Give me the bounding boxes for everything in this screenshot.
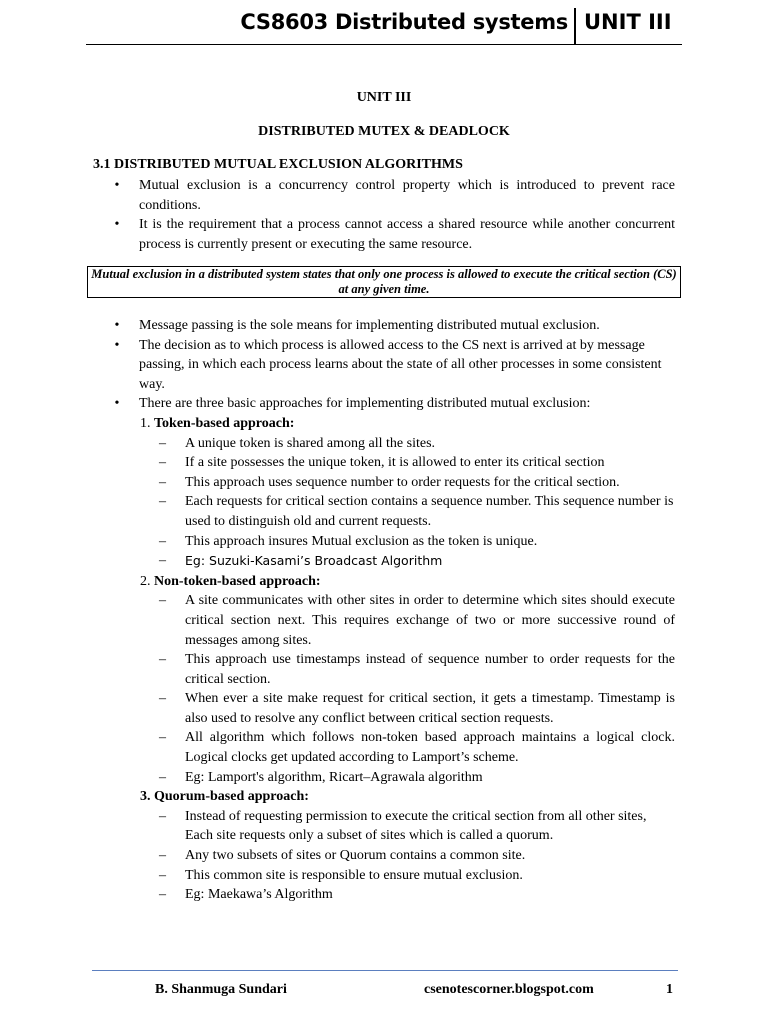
header-rule xyxy=(86,44,682,45)
list-item-text: Eg: Maekawa’s Algorithm xyxy=(185,887,333,903)
dash-icon: – xyxy=(159,474,166,490)
list-item xyxy=(112,492,675,531)
footer-site-link[interactable]: csenotescorner.blogspot.com xyxy=(424,982,594,997)
dash-icon: – xyxy=(159,769,166,785)
intro-bullet-list xyxy=(112,176,675,254)
main-bullet-list xyxy=(112,316,675,905)
approach-heading-token xyxy=(112,414,675,434)
list-item xyxy=(112,394,675,414)
dash-icon: – xyxy=(159,691,166,707)
list-item-text: It is the requirement that a process cannot access a shared resource while another concurrent process is currently present or executing the same resource. xyxy=(139,217,675,252)
list-item xyxy=(112,689,675,728)
list-item-text: If a site possesses the unique token, it is allowed to enter its critical section xyxy=(185,455,605,471)
dash-icon: – xyxy=(159,808,166,824)
dash-icon: – xyxy=(159,652,166,668)
list-item-text: Eg: Lamport's algorithm, Ricart–Agrawala algorithm xyxy=(185,769,483,785)
list-item-text: When ever a site make request for critical section, it gets a timestamp. Timestamp is also used to resolve any conflict between critical section requests. xyxy=(185,691,675,726)
list-item-text: This approach uses sequence number to order requests for the critical section. xyxy=(185,474,620,490)
list-item-text: The decision as to which process is allowed access to the CS next is arrived at by message passing, in which each process learns about the state of all other processes in some consistent way. xyxy=(139,337,662,392)
dash-icon: – xyxy=(159,455,166,471)
list-item-text: This approach use timestamps instead of sequence number to order requests for the critical section. xyxy=(185,652,675,687)
approach-number: 1. xyxy=(140,415,151,431)
list-item xyxy=(112,650,675,689)
page-number: 1 xyxy=(666,982,673,997)
list-item xyxy=(112,532,675,552)
list-item-text: Message passing is the sole means for implementing distributed mutual exclusion. xyxy=(139,318,600,333)
list-item xyxy=(112,728,675,767)
list-item-text: All algorithm which follows non-token based approach maintains a logical clock. Logical clocks get updated according to Lamport’s scheme. xyxy=(185,730,675,766)
list-item-text: A site communicates with other sites in order to determine which sites should execute critical section next. This requires exchange of two or more successive round of messages among sites. xyxy=(185,593,675,648)
list-item-text: Eg: Suzuki-Kasami’s Broadcast Algorithm xyxy=(185,553,443,569)
approach-title: Quorum-based approach: xyxy=(154,789,309,805)
list-item xyxy=(112,551,675,572)
page-title: DISTRIBUTED MUTEX & DEADLOCK xyxy=(258,124,510,139)
bullet-icon: • xyxy=(114,337,120,353)
unit-title: UNIT III xyxy=(356,90,412,105)
list-item xyxy=(112,316,675,336)
course-title: CS8603 Distributed systems xyxy=(240,10,568,34)
list-item-text: Mutual exclusion is a concurrency control property which is introduced to prevent race conditions. xyxy=(139,178,675,213)
dash-icon: – xyxy=(159,887,166,903)
list-item xyxy=(112,846,675,866)
approach-number: 2. xyxy=(140,573,151,589)
dash-icon: – xyxy=(159,553,166,569)
dash-icon: – xyxy=(159,848,166,864)
list-item xyxy=(112,434,675,454)
list-item xyxy=(112,176,675,215)
footer-author: B. Shanmuga Sundari xyxy=(155,982,287,997)
list-item-text: Instead of requesting permission to execute the critical section from all other sites, Each site requests only a subset of sites which is called a quorum. xyxy=(185,808,647,844)
list-item-text: Any two subsets of sites or Quorum contains a common site. xyxy=(185,848,526,864)
list-item-text: Each requests for critical section contains a sequence number. This sequence number is used to distinguish old and current requests. xyxy=(185,494,674,529)
footer-rule xyxy=(92,970,678,971)
dash-icon: – xyxy=(159,533,166,549)
list-item-text: A unique token is shared among all the sites. xyxy=(185,435,436,451)
list-item xyxy=(112,807,675,846)
approach-title: Non-token-based approach: xyxy=(154,573,321,589)
list-item-text: This approach insures Mutual exclusion as the token is unique. xyxy=(185,533,538,549)
bullet-icon: • xyxy=(114,396,120,412)
bullet-icon: • xyxy=(114,318,120,333)
dash-icon: – xyxy=(159,494,166,510)
approach-title: Token-based approach: xyxy=(154,415,295,431)
definition-box: Mutual exclusion in a distributed system states that only one process is allowed to execute the critical section (CS) at any given time. xyxy=(87,266,681,298)
list-item xyxy=(112,215,675,254)
section-title: 3.1 DISTRIBUTED MUTUAL EXCLUSION ALGORITHMS xyxy=(93,157,463,172)
bullet-icon: • xyxy=(114,217,120,233)
dash-icon: – xyxy=(159,593,166,609)
list-item-text: There are three basic approaches for implementing distributed mutual exclusion: xyxy=(139,396,591,412)
list-item xyxy=(112,336,675,395)
list-item xyxy=(112,453,675,473)
list-item xyxy=(112,473,675,493)
list-item xyxy=(112,768,675,788)
list-item xyxy=(112,885,675,905)
dash-icon: – xyxy=(159,435,166,451)
bullet-icon: • xyxy=(114,178,120,193)
header-unit: UNIT III xyxy=(584,10,672,34)
approach-heading-quorum xyxy=(112,787,675,807)
header-separator xyxy=(574,8,576,45)
list-item xyxy=(112,866,675,886)
list-item-text: This common site is responsible to ensure mutual exclusion. xyxy=(185,867,523,883)
list-item xyxy=(112,591,675,650)
approach-number: 3. xyxy=(140,789,151,805)
approach-heading-non-token xyxy=(112,572,675,592)
dash-icon: – xyxy=(159,867,166,883)
dash-icon: – xyxy=(159,730,166,746)
